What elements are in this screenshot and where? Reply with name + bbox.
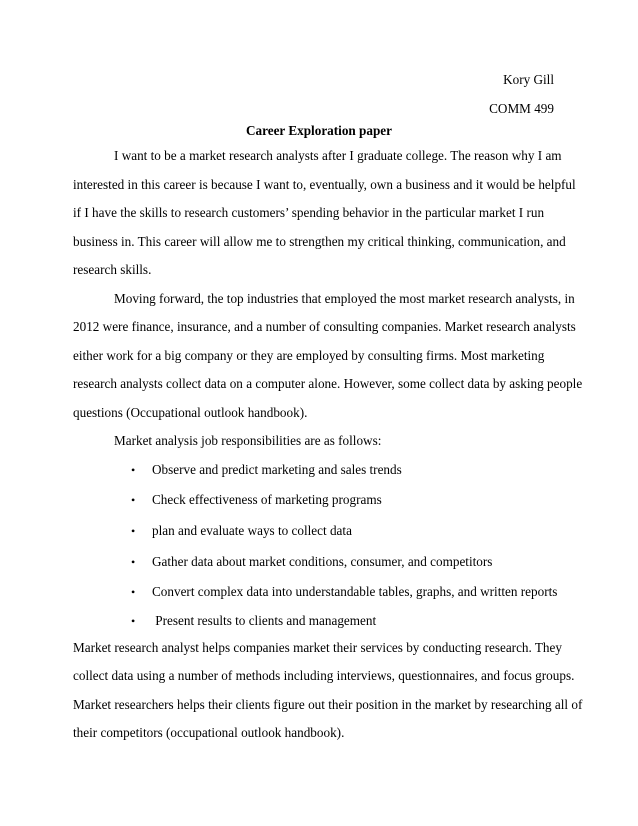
author-name: Kory Gill: [503, 72, 554, 87]
document-title: Career Exploration paper: [245, 123, 393, 138]
paragraph-line: questions (Occupational outlook handbook).: [73, 405, 308, 420]
list-item-text: Convert complex data into understandable tables, graphs, and written reports: [152, 584, 558, 599]
list-item-text: Present results to clients and management: [152, 613, 377, 628]
paragraph-line: research analysts collect data on a computer alone. However, some collect data by asking people: [73, 376, 583, 391]
paragraph-line: either work for a big company or they are employed by consulting firms. Most marketing: [73, 348, 545, 363]
paragraph-line: Market research analyst helps companies market their services by conducting research. They: [73, 640, 562, 655]
bullet-icon: •: [131, 524, 136, 538]
paragraph-line: 2012 were finance, insurance, and a number of consulting companies. Market research analysts: [73, 319, 576, 334]
responsibilities-intro: Market analysis job responsibilities are as follows:: [114, 433, 382, 448]
bullet-icon: •: [131, 555, 136, 569]
list-item-text: Check effectiveness of marketing programs: [152, 492, 382, 507]
bullet-icon: •: [131, 463, 136, 477]
course-code: COMM 499: [489, 101, 554, 116]
paragraph-line: research skills.: [73, 262, 152, 277]
paragraph-line: if I have the skills to research customers’ spending behavior in the particular market I run: [73, 205, 545, 220]
paragraph-line: their competitors (occupational outlook handbook).: [73, 725, 345, 740]
bullet-icon: •: [131, 585, 136, 599]
paragraph-line: Market researchers helps their clients figure out their position in the market by researching all of: [73, 697, 583, 712]
bullet-icon: •: [131, 493, 136, 507]
paragraph-line: business in. This career will allow me to strengthen my critical thinking, communication, and: [73, 234, 566, 249]
list-item-text: plan and evaluate ways to collect data: [152, 523, 352, 538]
list-item-text: Observe and predict marketing and sales trends: [152, 462, 402, 477]
paragraph-line: interested in this career is because I want to, eventually, own a business and it would be helpful: [73, 177, 576, 192]
bullet-icon: •: [131, 614, 136, 628]
list-item-text: Gather data about market conditions, consumer, and competitors: [152, 554, 493, 569]
paragraph-line: collect data using a number of methods including interviews, questionnaires, and focus groups.: [73, 668, 575, 683]
paragraph-line: Moving forward, the top industries that employed the most market research analysts, in: [114, 291, 575, 306]
paragraph-line: I want to be a market research analysts after I graduate college. The reason why I am: [114, 148, 562, 163]
